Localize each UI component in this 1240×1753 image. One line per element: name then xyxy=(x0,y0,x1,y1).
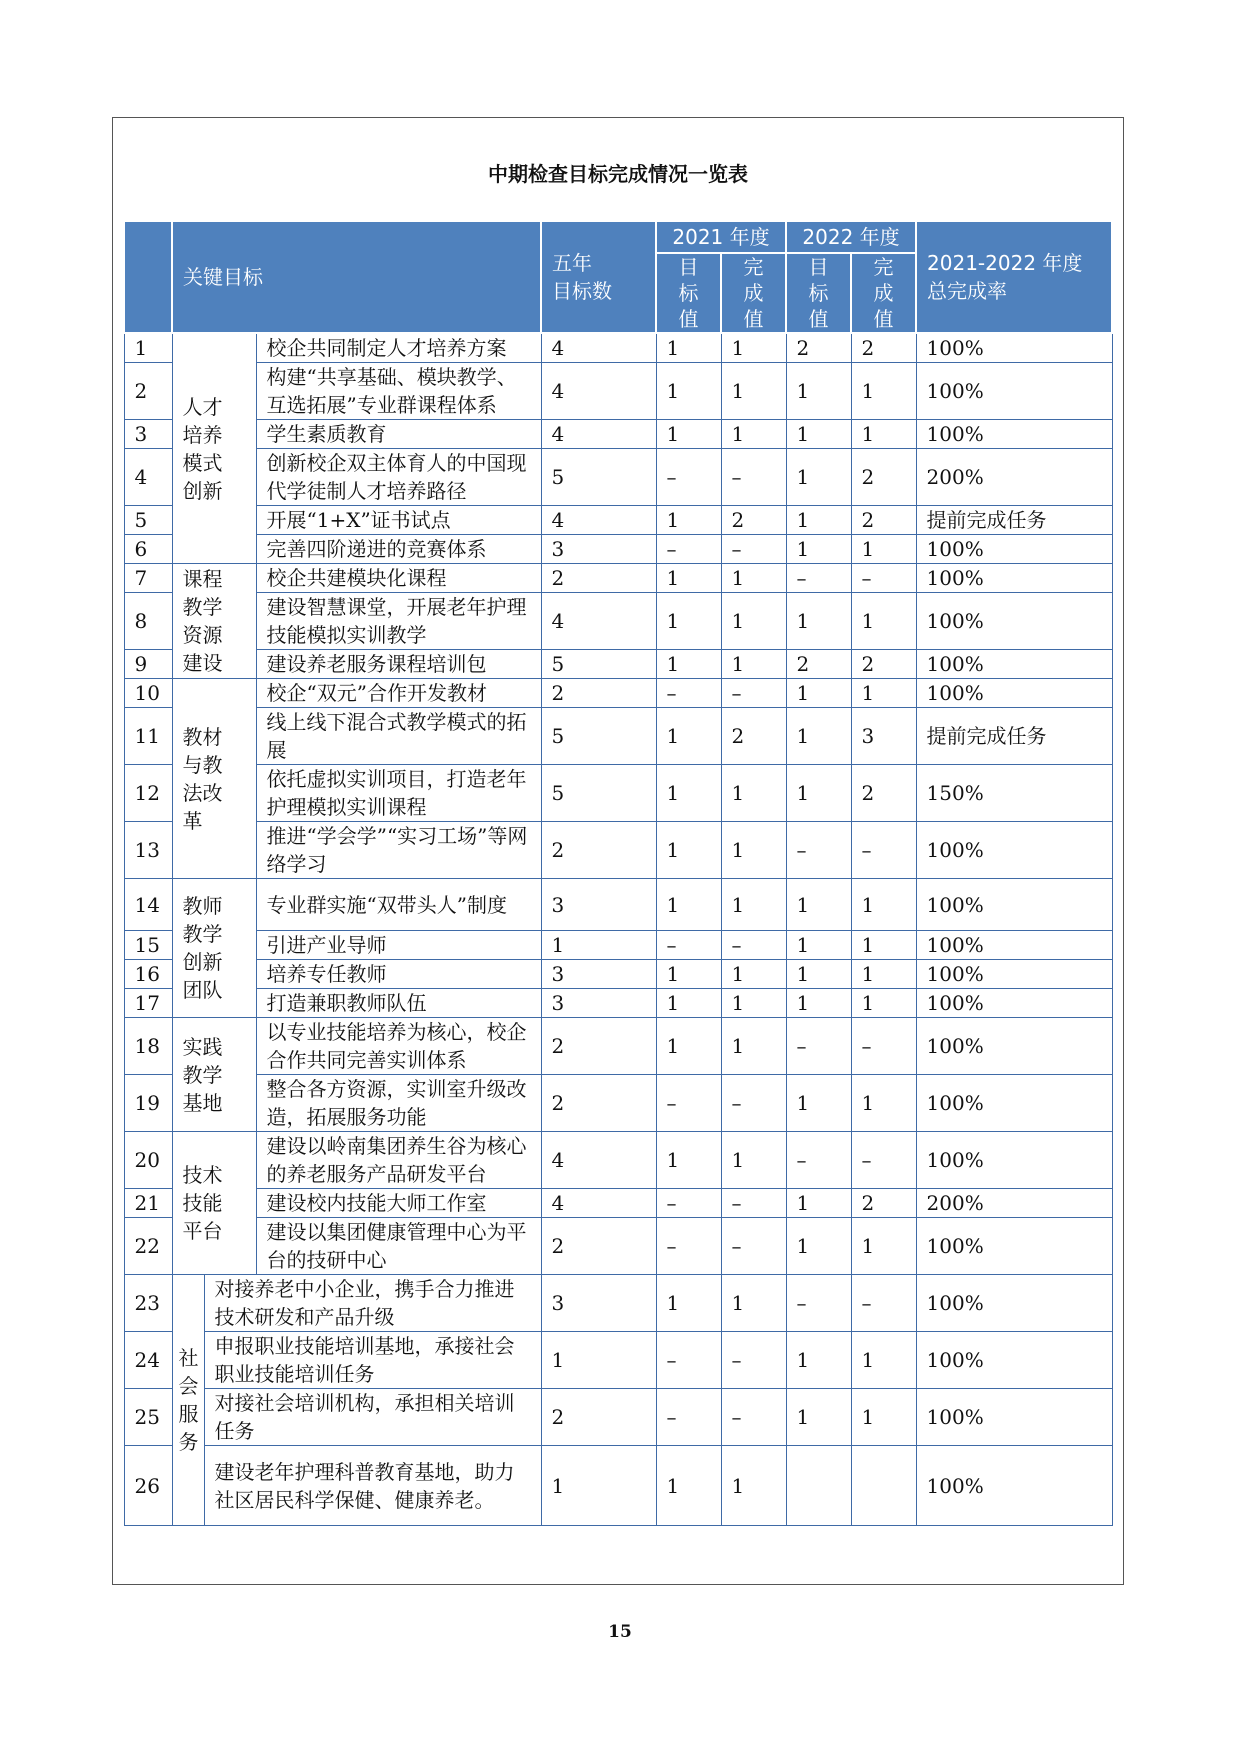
target-2022: 1 xyxy=(786,593,851,650)
total-rate: 100% xyxy=(916,931,1112,960)
target-2021: 1 xyxy=(656,1275,721,1332)
done-2022: 1 xyxy=(851,363,916,420)
total-rate: 100% xyxy=(916,1275,1112,1332)
target-2022: 2 xyxy=(786,333,851,363)
goal-text: 学生素质教育 xyxy=(256,420,541,449)
target-2022: – xyxy=(786,564,851,593)
row-number: 10 xyxy=(124,679,172,708)
goal-text: 对接社会培训机构，承担相关培训任务 xyxy=(204,1389,541,1446)
done-2022: 2 xyxy=(851,449,916,506)
done-2022 xyxy=(851,1446,916,1526)
row-number: 13 xyxy=(124,822,172,879)
target-2021: 1 xyxy=(656,363,721,420)
done-2022: 1 xyxy=(851,1389,916,1446)
row-number: 20 xyxy=(124,1132,172,1189)
done-2021: 2 xyxy=(721,506,786,535)
target-2021: – xyxy=(656,1389,721,1446)
goal-text: 专业群实施“双带头人”制度 xyxy=(256,879,541,931)
row-number: 8 xyxy=(124,593,172,650)
goal-text: 校企“双元”合作开发教材 xyxy=(256,679,541,708)
done-2022: 2 xyxy=(851,333,916,363)
category-talent-cultivation: 人才 培养 模式 创新 xyxy=(172,333,256,564)
row-number: 21 xyxy=(124,1189,172,1218)
five-year-target: 2 xyxy=(541,1075,656,1132)
row-number: 22 xyxy=(124,1218,172,1275)
target-2021: 1 xyxy=(656,333,721,363)
target-2022: 1 xyxy=(786,765,851,822)
target-2021: 1 xyxy=(656,822,721,879)
goal-text: 打造兼职教师队伍 xyxy=(256,989,541,1018)
target-2021: 1 xyxy=(656,1446,721,1526)
five-year-target: 2 xyxy=(541,1218,656,1275)
header-year-2022: 2022 年度 xyxy=(786,221,916,253)
done-2022: – xyxy=(851,1132,916,1189)
five-year-target: 3 xyxy=(541,960,656,989)
target-2021: 1 xyxy=(656,506,721,535)
done-2021: 1 xyxy=(721,960,786,989)
done-2022: 1 xyxy=(851,420,916,449)
done-2021: 1 xyxy=(721,1275,786,1332)
target-2021: – xyxy=(656,449,721,506)
row-number: 4 xyxy=(124,449,172,506)
five-year-target: 3 xyxy=(541,879,656,931)
goal-text: 构建“共享基础、模块教学、互选拓展”专业群课程体系 xyxy=(256,363,541,420)
header-2021-done: 完 成 值 xyxy=(721,253,786,333)
row-number: 7 xyxy=(124,564,172,593)
table-row xyxy=(124,1018,1112,1075)
done-2021: 1 xyxy=(721,1018,786,1075)
goal-text: 校企共同制定人才培养方案 xyxy=(256,333,541,363)
done-2022: 1 xyxy=(851,535,916,564)
five-year-target: 1 xyxy=(541,1446,656,1526)
goal-text: 对接养老中小企业，携手合力推进技术研发和产品升级 xyxy=(204,1275,541,1332)
target-2022: 1 xyxy=(786,1332,851,1389)
row-number: 6 xyxy=(124,535,172,564)
done-2022: 1 xyxy=(851,960,916,989)
goal-text: 建设以岭南集团养生谷为核心的养老服务产品研发平台 xyxy=(256,1132,541,1189)
target-2022: 1 xyxy=(786,931,851,960)
five-year-target: 2 xyxy=(541,1389,656,1446)
done-2021: 1 xyxy=(721,879,786,931)
goal-text: 完善四阶递进的竞赛体系 xyxy=(256,535,541,564)
goal-text: 推进“学会学”“实习工场”等网络学习 xyxy=(256,822,541,879)
done-2021: – xyxy=(721,1075,786,1132)
total-rate: 200% xyxy=(916,449,1112,506)
five-year-target: 4 xyxy=(541,363,656,420)
table-row xyxy=(124,506,1112,535)
table-row xyxy=(124,564,1112,593)
table-row xyxy=(124,535,1112,564)
done-2022: – xyxy=(851,1275,916,1332)
target-2021: 1 xyxy=(656,879,721,931)
target-2021: 1 xyxy=(656,1018,721,1075)
target-2022: 1 xyxy=(786,420,851,449)
row-number: 25 xyxy=(124,1389,172,1446)
target-2022: 1 xyxy=(786,535,851,564)
row-number: 16 xyxy=(124,960,172,989)
five-year-target: 4 xyxy=(541,593,656,650)
done-2021: – xyxy=(721,1189,786,1218)
target-2022: – xyxy=(786,1018,851,1075)
header-2021-target: 目 标 值 xyxy=(656,253,721,333)
done-2022: 1 xyxy=(851,593,916,650)
target-2022: 1 xyxy=(786,1218,851,1275)
done-2022: 1 xyxy=(851,989,916,1018)
five-year-target: 5 xyxy=(541,765,656,822)
five-year-target: 1 xyxy=(541,931,656,960)
total-rate: 100% xyxy=(916,822,1112,879)
total-rate: 100% xyxy=(916,363,1112,420)
row-number: 1 xyxy=(124,333,172,363)
target-2021: 1 xyxy=(656,564,721,593)
row-number: 24 xyxy=(124,1332,172,1389)
done-2021: 1 xyxy=(721,420,786,449)
target-2021: 1 xyxy=(656,708,721,765)
done-2022: 1 xyxy=(851,879,916,931)
total-rate: 100% xyxy=(916,593,1112,650)
goal-text: 建设智慧课堂，开展老年护理技能模拟实训教学 xyxy=(256,593,541,650)
five-year-target: 5 xyxy=(541,449,656,506)
total-rate: 提前完成任务 xyxy=(916,708,1112,765)
total-rate: 100% xyxy=(916,1018,1112,1075)
goal-text: 开展“1+X”证书试点 xyxy=(256,506,541,535)
done-2021: 1 xyxy=(721,989,786,1018)
target-2022: – xyxy=(786,1275,851,1332)
header-key-goal: 关键目标 xyxy=(172,221,541,333)
goal-text: 建设老年护理科普教育基地，助力社区居民科学保健、健康养老。 xyxy=(204,1446,541,1526)
table-row xyxy=(124,593,1112,650)
five-year-target: 2 xyxy=(541,1018,656,1075)
row-number: 3 xyxy=(124,420,172,449)
five-year-target: 3 xyxy=(541,989,656,1018)
goal-text: 引进产业导师 xyxy=(256,931,541,960)
table-row xyxy=(124,1275,1112,1332)
row-number: 12 xyxy=(124,765,172,822)
done-2021: 1 xyxy=(721,593,786,650)
table-row xyxy=(124,420,1112,449)
total-rate: 100% xyxy=(916,1332,1112,1389)
done-2022: – xyxy=(851,1018,916,1075)
table-row xyxy=(124,879,1112,931)
target-2021: 1 xyxy=(656,765,721,822)
target-2022: 1 xyxy=(786,506,851,535)
five-year-target: 5 xyxy=(541,650,656,679)
goal-text: 培养专任教师 xyxy=(256,960,541,989)
done-2022: 1 xyxy=(851,1218,916,1275)
table-row xyxy=(124,1218,1112,1275)
done-2021: 1 xyxy=(721,822,786,879)
done-2021: – xyxy=(721,1389,786,1446)
target-2021: – xyxy=(656,1332,721,1389)
row-number: 15 xyxy=(124,931,172,960)
total-rate: 100% xyxy=(916,420,1112,449)
target-2022: 1 xyxy=(786,363,851,420)
five-year-target: 3 xyxy=(541,535,656,564)
category-textbook-reform: 教材 与教 法改 革 xyxy=(172,679,256,879)
target-2022: 1 xyxy=(786,679,851,708)
total-rate: 150% xyxy=(916,765,1112,822)
done-2022: 2 xyxy=(851,506,916,535)
table-row xyxy=(124,449,1112,506)
row-number: 11 xyxy=(124,708,172,765)
total-rate: 100% xyxy=(916,989,1112,1018)
five-year-target: 4 xyxy=(541,420,656,449)
header-2022-done: 完 成 值 xyxy=(851,253,916,333)
table-row xyxy=(124,765,1112,822)
done-2022: 2 xyxy=(851,1189,916,1218)
table-row xyxy=(124,822,1112,879)
category-course-resources: 课程 教学 资源 建设 xyxy=(172,564,256,679)
done-2022: 1 xyxy=(851,1332,916,1389)
five-year-target: 4 xyxy=(541,1132,656,1189)
done-2021: 1 xyxy=(721,1132,786,1189)
row-number: 18 xyxy=(124,1018,172,1075)
five-year-target: 2 xyxy=(541,822,656,879)
row-number: 5 xyxy=(124,506,172,535)
table-row xyxy=(124,708,1112,765)
target-2022: 1 xyxy=(786,708,851,765)
done-2022: 1 xyxy=(851,931,916,960)
goal-text: 建设养老服务课程培训包 xyxy=(256,650,541,679)
row-number: 9 xyxy=(124,650,172,679)
total-rate: 100% xyxy=(916,679,1112,708)
target-2022: 1 xyxy=(786,449,851,506)
header-five-year: 五年 目标数 xyxy=(541,221,656,333)
done-2021: – xyxy=(721,1332,786,1389)
done-2021: 1 xyxy=(721,363,786,420)
done-2022: 3 xyxy=(851,708,916,765)
table-title: 中期检查目标完成情况一览表 xyxy=(488,162,748,186)
five-year-target: 3 xyxy=(541,1275,656,1332)
five-year-target: 4 xyxy=(541,333,656,363)
done-2022: – xyxy=(851,564,916,593)
five-year-target: 5 xyxy=(541,708,656,765)
category-practice-base: 实践 教学 基地 xyxy=(172,1018,256,1132)
target-2021: – xyxy=(656,1189,721,1218)
goal-text: 整合各方资源，实训室升级改造，拓展服务功能 xyxy=(256,1075,541,1132)
target-2021: 1 xyxy=(656,1132,721,1189)
category-teacher-team: 教师 教学 创新 团队 xyxy=(172,879,256,1018)
target-2021: – xyxy=(656,1218,721,1275)
goal-text: 申报职业技能培训基地，承接社会职业技能培训任务 xyxy=(204,1332,541,1389)
header-index xyxy=(124,221,172,333)
target-2022: – xyxy=(786,822,851,879)
category-social-service: 社 会 服 务 xyxy=(172,1275,204,1526)
goals-table xyxy=(123,220,1113,1526)
total-rate: 200% xyxy=(916,1189,1112,1218)
table-row xyxy=(124,960,1112,989)
five-year-target: 4 xyxy=(541,506,656,535)
total-rate: 100% xyxy=(916,960,1112,989)
target-2022 xyxy=(786,1446,851,1526)
total-rate: 100% xyxy=(916,333,1112,363)
total-rate: 提前完成任务 xyxy=(916,506,1112,535)
table-row xyxy=(124,363,1112,420)
target-2021: 1 xyxy=(656,593,721,650)
done-2022: – xyxy=(851,822,916,879)
table-row xyxy=(124,333,1112,363)
target-2022: 1 xyxy=(786,879,851,931)
done-2021: – xyxy=(721,535,786,564)
done-2022: 1 xyxy=(851,679,916,708)
table-row xyxy=(124,1389,1112,1446)
header-2022-target: 目 标 值 xyxy=(786,253,851,333)
row-number: 23 xyxy=(124,1275,172,1332)
target-2021: 1 xyxy=(656,989,721,1018)
table-row xyxy=(124,679,1112,708)
page-number: 15 xyxy=(608,1622,632,1642)
table-row xyxy=(124,931,1112,960)
row-number: 2 xyxy=(124,363,172,420)
total-rate: 100% xyxy=(916,1218,1112,1275)
table-row xyxy=(124,1332,1112,1389)
done-2021: – xyxy=(721,931,786,960)
total-rate: 100% xyxy=(916,1075,1112,1132)
done-2021: 1 xyxy=(721,333,786,363)
done-2022: 2 xyxy=(851,765,916,822)
target-2022: 1 xyxy=(786,989,851,1018)
target-2022: – xyxy=(786,1132,851,1189)
row-number: 19 xyxy=(124,1075,172,1132)
target-2021: – xyxy=(656,535,721,564)
done-2021: 1 xyxy=(721,1446,786,1526)
header-year-2021: 2021 年度 xyxy=(656,221,786,253)
target-2021: 1 xyxy=(656,960,721,989)
row-number: 17 xyxy=(124,989,172,1018)
category-tech-platform: 技术 技能 平台 xyxy=(172,1132,256,1275)
target-2021: 1 xyxy=(656,420,721,449)
table-row xyxy=(124,1446,1112,1526)
goal-text: 校企共建模块化课程 xyxy=(256,564,541,593)
done-2021: 1 xyxy=(721,650,786,679)
five-year-target: 1 xyxy=(541,1332,656,1389)
target-2021: – xyxy=(656,931,721,960)
table-row xyxy=(124,1075,1112,1132)
done-2021: – xyxy=(721,1218,786,1275)
done-2021: 2 xyxy=(721,708,786,765)
target-2021: – xyxy=(656,1075,721,1132)
table-row xyxy=(124,1189,1112,1218)
table-row xyxy=(124,989,1112,1018)
total-rate: 100% xyxy=(916,879,1112,931)
goal-text: 建设以集团健康管理中心为平台的技研中心 xyxy=(256,1218,541,1275)
done-2021: – xyxy=(721,679,786,708)
goal-text: 以专业技能培养为核心，校企合作共同完善实训体系 xyxy=(256,1018,541,1075)
done-2021: 1 xyxy=(721,765,786,822)
done-2022: 2 xyxy=(851,650,916,679)
total-rate: 100% xyxy=(916,1132,1112,1189)
target-2022: 2 xyxy=(786,650,851,679)
target-2022: 1 xyxy=(786,960,851,989)
five-year-target: 4 xyxy=(541,1189,656,1218)
target-2022: 1 xyxy=(786,1189,851,1218)
five-year-target: 2 xyxy=(541,564,656,593)
target-2022: 1 xyxy=(786,1075,851,1132)
total-rate: 100% xyxy=(916,564,1112,593)
table-row xyxy=(124,1132,1112,1189)
goal-text: 线上线下混合式教学模式的拓展 xyxy=(256,708,541,765)
done-2021: – xyxy=(721,449,786,506)
done-2022: 1 xyxy=(851,1075,916,1132)
header-total-rate: 2021-2022 年度 总完成率 xyxy=(916,221,1112,333)
total-rate: 100% xyxy=(916,650,1112,679)
goal-text: 依托虚拟实训项目，打造老年护理模拟实训课程 xyxy=(256,765,541,822)
total-rate: 100% xyxy=(916,535,1112,564)
total-rate: 100% xyxy=(916,1389,1112,1446)
total-rate: 100% xyxy=(916,1446,1112,1526)
table-row xyxy=(124,650,1112,679)
target-2021: 1 xyxy=(656,650,721,679)
goal-text: 建设校内技能大师工作室 xyxy=(256,1189,541,1218)
done-2021: 1 xyxy=(721,564,786,593)
goal-text: 创新校企双主体育人的中国现代学徒制人才培养路径 xyxy=(256,449,541,506)
five-year-target: 2 xyxy=(541,679,656,708)
row-number: 26 xyxy=(124,1446,172,1526)
row-number: 14 xyxy=(124,879,172,931)
target-2022: 1 xyxy=(786,1389,851,1446)
target-2021: – xyxy=(656,679,721,708)
